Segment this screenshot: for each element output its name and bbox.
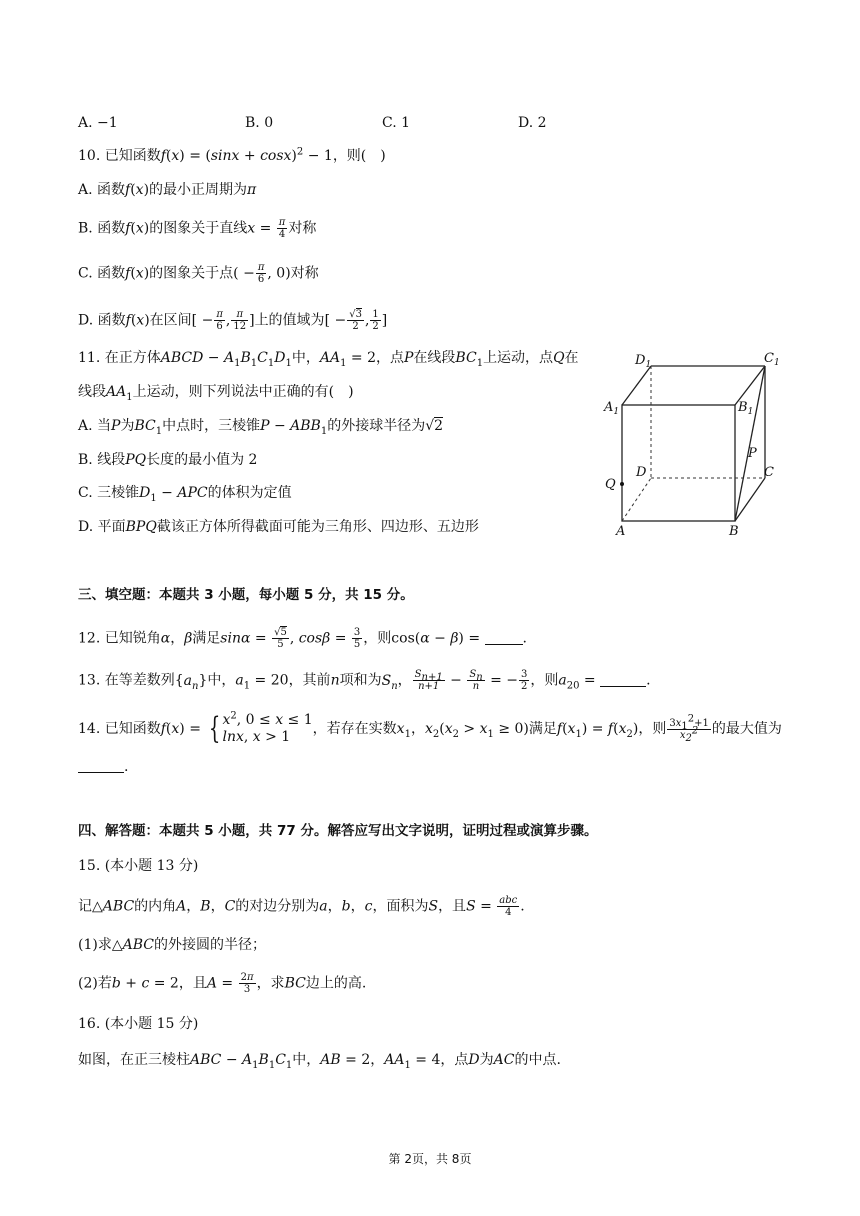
q11-stem-line1: 11. 在正方体ABCD − $A_1B_1C_1D_1$中，$AA_1 = 2$，点P在线段$BC_1$上运动，点Q在 bbox=[78, 350, 579, 369]
q16-stem: 如图，在正三棱柱ABC − $A_1B_1C_1$中，AB = 2，$AA_1 = 4$，点D为AC的中点. bbox=[78, 1052, 561, 1071]
q15-part2: (2)若b + c = 2，且A = $\frac{2\pi}{3}$ ，求BC边上的高. bbox=[78, 972, 367, 995]
q11-option-d: D. 平面BPQ截该正方体所得截面可能为三角形、四边形、五边形 bbox=[78, 519, 479, 535]
q11-option-a: A. 当P为$BC_1$中点时，三棱锥$P - ABB_1$的外接球半径为√2 bbox=[78, 418, 444, 437]
point-q bbox=[620, 482, 624, 486]
q15-header: 15. (本小题 13 分) bbox=[78, 858, 199, 874]
label-a1: $A_1$ bbox=[604, 400, 620, 417]
page-footer: 第 2页，共 8页 bbox=[388, 1152, 472, 1166]
label-d: D bbox=[636, 465, 647, 480]
q9-option-b: B. 0 bbox=[245, 115, 274, 131]
label-a: A bbox=[616, 524, 626, 539]
q14: 14. 已知函数f(x) = { $x^2$, 0 ≤ x ≤ 1 lnx, x > 1 ，若存在实数$x_1$，$x_2(x_2 > x_1 \ge 0)$满足$f(x_1) = f(x_2)$，则 $\frac{3x_1^2+1}{x_2^2}$ 的最大值为 bbox=[78, 710, 782, 746]
q9-option-d: D. 2 bbox=[518, 115, 547, 131]
label-b1: $B_1$ bbox=[738, 400, 754, 417]
q10-option-d: D. 函数f(x)在区间[ − $\frac{\pi}{6}$ , $\frac{\pi}{12}$ ]上的值域为[ − $\frac{√3}{2}$ , $\frac{1}{2}$ ] bbox=[78, 309, 388, 332]
q10-option-a: A. 函数f(x)的最小正周期为π bbox=[78, 182, 257, 198]
q15-stem: 记△ABC的内角A，B，C的对边分别为a，b，c，面积为S，且S = $\frac{\text{abc}}{4}$ . bbox=[78, 895, 525, 918]
q10-option-c: C. 函数f(x)的图象关于点( − $\frac{\pi}{6}$ , 0)对称 bbox=[78, 262, 319, 285]
label-b: B bbox=[729, 524, 739, 539]
q9-option-c: C. 1 bbox=[382, 115, 411, 131]
q11-option-b: B. 线段PQ长度的最小值为 2 bbox=[78, 452, 258, 468]
q14-blank: . bbox=[78, 757, 128, 777]
q9-option-a: A. −1 bbox=[78, 115, 118, 131]
q11-stem-line2: 线段$AA_1$上运动，则下列说法中正确的有( ) bbox=[78, 384, 354, 403]
section4-title: 四、解答题：本题共 5 小题，共 77 分。解答应写出文字说明，证明过程或演算步骤。 bbox=[78, 823, 598, 839]
q13: 13. 在等差数列$\{a_n\}$中，$a_1 = 20$，其前n项和为$S_n$， $\frac{S_{n+1}}{n+1}$ − $\frac{S_n}{n}$ = − $\frac{3}{2}$ ，则$a_{20}$ = . bbox=[78, 669, 651, 692]
section3-title: 三、填空题：本题共 3 小题，每小题 5 分，共 15 分。 bbox=[78, 587, 414, 603]
label-p: P bbox=[748, 446, 757, 461]
q15-part1: (1)求△ABC的外接圆的半径； bbox=[78, 937, 266, 953]
cube-figure bbox=[598, 345, 798, 540]
diagonal-bc1 bbox=[735, 366, 765, 521]
label-c: C bbox=[764, 465, 774, 480]
cube-front-face bbox=[622, 405, 735, 521]
q16-header: 16. (本小题 15 分) bbox=[78, 1016, 199, 1032]
q10-stem: 10. 已知函数$f(x) = (\sin x + \cos x)^2 - 1$，则( ) bbox=[78, 146, 386, 164]
label-q: Q bbox=[605, 477, 616, 492]
q12: 12. 已知锐角α，β满足sinα = $\frac{√5}{5}$ , cosβ = $\frac{3}{5}$ ，则cos(α − β) = . bbox=[78, 627, 527, 650]
label-c1: $C_1$ bbox=[764, 351, 780, 368]
q11-option-c: C. 三棱锥$D_1$ − APC的体积为定值 bbox=[78, 485, 292, 504]
label-d1: $D_1$ bbox=[635, 353, 652, 370]
q10-option-b: B. 函数f(x)的图象关于直线x = $\frac{\pi}{4}$ 对称 bbox=[78, 217, 317, 240]
